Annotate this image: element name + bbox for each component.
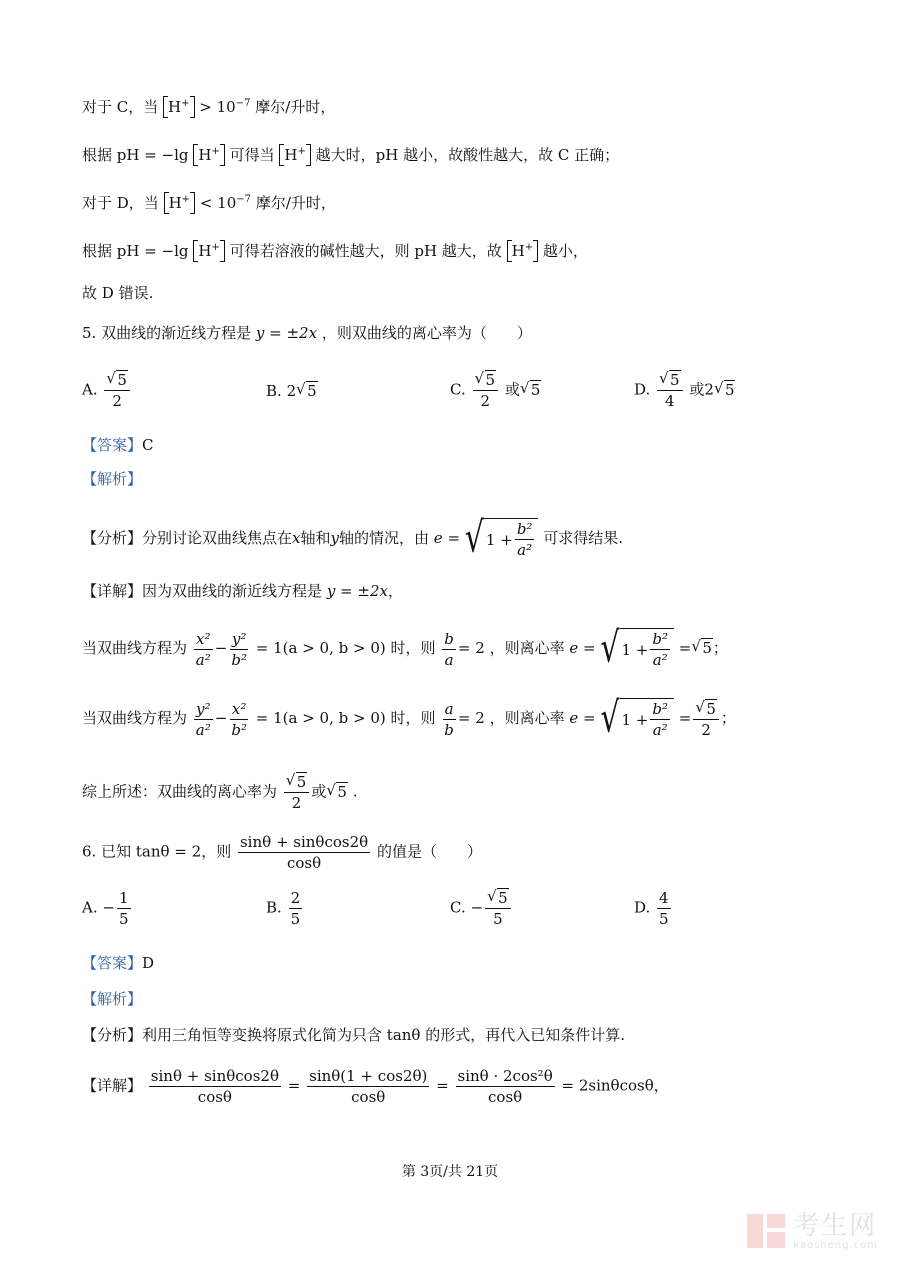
fraction xyxy=(229,699,249,740)
denominator: 2 xyxy=(291,794,302,812)
denominator: b xyxy=(444,720,454,739)
q6-option-c[interactable] xyxy=(450,888,513,929)
numerator: x² xyxy=(231,699,247,718)
punct: . xyxy=(352,782,358,801)
question-5-stem xyxy=(82,322,532,344)
fraction xyxy=(194,629,213,670)
or-text: 或 xyxy=(689,380,705,399)
e-symbol: e = xyxy=(433,529,461,547)
fraction xyxy=(307,1066,429,1107)
option-label: A. xyxy=(82,380,98,399)
text: 对于 C，当 xyxy=(82,98,159,116)
inequality: > 10 xyxy=(199,98,236,116)
one-plus: 1 + xyxy=(485,530,513,549)
watermark xyxy=(745,1210,878,1252)
page-footer: 第 3页/共 21页 xyxy=(401,1164,499,1180)
denominator: cosθ xyxy=(286,854,322,872)
text: ，则离心率 xyxy=(489,639,565,657)
q5-option-d[interactable] xyxy=(634,370,735,411)
denominator: a² xyxy=(652,651,668,669)
given-condition: tanθ = 2 xyxy=(135,842,202,861)
text: 摩尔/升时， xyxy=(255,98,336,116)
radicand: 5 xyxy=(117,371,127,389)
numerator: b² xyxy=(652,630,669,648)
text: 利用三角恒等变换将原式化简为只含 tanθ 的形式，再代入已知条件计算. xyxy=(142,1026,625,1044)
answer-tag: 【答案】 xyxy=(82,954,143,972)
text: 对于 D，当 xyxy=(82,194,159,212)
fraction xyxy=(238,832,370,873)
denominator: 5 xyxy=(659,910,669,928)
option-label: D. xyxy=(634,898,651,917)
q5-analysis-tag: 【解析】 xyxy=(82,470,143,488)
text: 时，则 xyxy=(390,709,436,727)
h-symbol: H xyxy=(284,146,298,164)
radicand: 5 xyxy=(670,371,680,389)
fraction xyxy=(194,699,213,740)
h-ion-bracket: H+ xyxy=(193,145,224,165)
text: 摩尔/升时， xyxy=(255,194,336,212)
option-label: C. xyxy=(450,380,466,399)
fraction xyxy=(456,1066,555,1107)
fraction xyxy=(693,699,719,740)
fraction xyxy=(650,629,670,670)
numerator: x² xyxy=(196,629,211,648)
text: 根据 pH = −lg xyxy=(82,146,189,164)
watermark-name: 考生网 xyxy=(793,1210,878,1241)
denominator: 5 xyxy=(493,910,503,928)
kaosheng-logo-icon xyxy=(745,1210,787,1252)
numerator: sinθ(1 + cos2θ) xyxy=(309,1067,428,1085)
eccentricity-formula: √ 1 + $\frac{\text{b²}}{\text{a²}}$ xyxy=(465,518,539,560)
h-symbol: H xyxy=(198,242,212,260)
numerator: y² xyxy=(231,629,247,648)
text: 综上所述：双曲线的离心率为 xyxy=(82,782,278,801)
h-ion-bracket: H+ xyxy=(193,241,224,261)
denominator: 2 xyxy=(112,392,122,410)
text: 因为双曲线的渐近线方程是 xyxy=(142,582,323,600)
result: = 2sinθcosθ xyxy=(561,1076,654,1095)
numerator: 2 xyxy=(290,889,301,907)
xiangjie-tag: 【详解】 xyxy=(82,582,143,600)
text: 可求得结果. xyxy=(543,529,623,547)
denominator: a² xyxy=(652,721,668,739)
fraction xyxy=(289,888,303,929)
q5-xiangjie xyxy=(82,580,403,602)
text: 可得当 xyxy=(229,146,275,164)
exponent: −7 xyxy=(236,194,252,205)
sign: − xyxy=(102,898,115,917)
line-c-condition xyxy=(82,96,335,118)
option-label: C. xyxy=(450,898,466,917)
line-d-result xyxy=(82,240,588,262)
numerator: 4 xyxy=(659,889,669,907)
text: 轴的情况，由 xyxy=(339,529,430,547)
fraction xyxy=(515,519,535,560)
ratio-value: = 2 xyxy=(457,639,485,657)
eccentricity-formula: √ 1 + $\frac{\text{b²}}{\text{a²}}$ xyxy=(600,628,674,670)
q5-summary xyxy=(82,772,357,813)
q6-option-a[interactable] xyxy=(82,888,133,929)
radicand: 5 xyxy=(337,782,347,801)
fraction xyxy=(473,370,499,411)
eccentricity-formula: √ 1 + $\frac{\text{b²}}{\text{a²}}$ xyxy=(600,698,674,740)
q6-xiangjie xyxy=(82,1066,669,1107)
q5-fenxi xyxy=(82,513,623,563)
coefficient: 2 xyxy=(286,382,297,400)
fraction xyxy=(104,370,130,411)
q5-answer xyxy=(82,434,154,456)
denominator: a² xyxy=(195,720,211,739)
text: ，则离心率 xyxy=(489,709,565,727)
h-symbol: H xyxy=(198,146,212,164)
q6-option-d[interactable] xyxy=(634,888,673,929)
fraction xyxy=(149,1066,281,1107)
equation-rhs: = 1(a > 0, b > 0) xyxy=(255,709,386,727)
h-ion-bracket: H+ xyxy=(163,97,194,117)
text: 当双曲线方程为 xyxy=(82,639,188,657)
numerator: sinθ + sinθcos2θ xyxy=(239,833,369,851)
e-symbol: e = xyxy=(569,639,596,657)
h-ion-bracket: H+ xyxy=(279,145,310,165)
line-c-result xyxy=(82,144,619,166)
denominator: b² xyxy=(231,650,247,669)
denominator: cosθ xyxy=(351,1088,386,1106)
asymptote-equation: y = ±2x xyxy=(255,324,318,342)
text: ，则双曲线的离心率为（ ） xyxy=(321,324,532,342)
equals: = xyxy=(678,639,692,657)
asymptote-equation: y = ±2x xyxy=(326,582,388,600)
or-text: 或 xyxy=(504,380,520,399)
denominator: 4 xyxy=(665,392,675,410)
text: 轴和 xyxy=(300,529,331,547)
fenxi-tag: 【分析】 xyxy=(82,1026,143,1044)
minus: − xyxy=(214,709,228,727)
fraction xyxy=(485,888,511,929)
h-ion-bracket: H+ xyxy=(164,193,195,213)
denominator: cosθ xyxy=(197,1088,232,1106)
denominator: 2 xyxy=(480,392,491,410)
text: 越小， xyxy=(542,242,588,260)
denominator: 5 xyxy=(118,910,129,928)
radicand: 5 xyxy=(530,380,541,399)
denominator: a² xyxy=(517,541,533,559)
line-d-conclusion: 故 D 错误. xyxy=(82,284,154,302)
numerator: sinθ · 2cos²θ xyxy=(457,1067,553,1085)
fraction xyxy=(442,629,456,670)
text: 的值是（ ） xyxy=(376,842,482,861)
h-symbol: H xyxy=(168,194,182,212)
q5-option-a[interactable] xyxy=(82,370,132,411)
h-symbol: H xyxy=(511,242,525,260)
fenxi-tag: 【分析】 xyxy=(82,529,143,547)
denominator: cosθ xyxy=(488,1088,523,1106)
q5-option-b[interactable] xyxy=(266,382,318,400)
radicand: 5 xyxy=(296,773,307,791)
radicand: 5 xyxy=(724,380,735,399)
text: ， xyxy=(387,582,403,600)
question-6-stem xyxy=(82,832,482,873)
watermark-domain: kaosheng.com xyxy=(793,1239,878,1251)
numerator: a xyxy=(444,699,454,718)
fraction xyxy=(284,772,310,813)
denominator: a xyxy=(444,650,454,669)
or-text: 或 xyxy=(311,782,327,801)
sign: − xyxy=(470,898,484,917)
option-label: B. xyxy=(266,382,282,400)
equation-rhs: = 1(a > 0, b > 0) xyxy=(255,639,386,657)
answer-tag: 【答案】 xyxy=(82,436,143,454)
q5-case-1 xyxy=(82,623,728,673)
text: 时，则 xyxy=(390,639,436,657)
fraction xyxy=(657,370,683,411)
minus: − xyxy=(214,639,228,657)
one-plus: 1 + xyxy=(621,710,649,729)
h-ion-bracket: H+ xyxy=(507,241,538,261)
fraction xyxy=(650,699,670,740)
coefficient: 2 xyxy=(704,380,714,399)
punct: ； xyxy=(720,709,736,727)
denominator: a² xyxy=(195,650,211,669)
punct: ， xyxy=(653,1076,669,1095)
numerator: b² xyxy=(516,520,533,538)
q6-option-b[interactable] xyxy=(266,888,304,929)
fraction xyxy=(117,888,131,929)
exponent: −7 xyxy=(235,98,251,109)
q6-answer xyxy=(82,952,154,974)
text: 可得若溶液的碱性越大，则 pH 越大，故 xyxy=(229,242,502,260)
denominator: 2 xyxy=(701,720,711,739)
text: 6. 已知 xyxy=(82,842,132,861)
q6-fenxi xyxy=(82,1024,625,1046)
e-symbol: e = xyxy=(569,709,596,727)
text: 根据 pH = −lg xyxy=(82,242,189,260)
text: 越大时，pH 越小，故酸性越大，故 C 正确； xyxy=(315,146,620,164)
var-y: y xyxy=(330,529,339,547)
fraction xyxy=(229,629,249,670)
h-symbol: H xyxy=(168,98,182,116)
one-plus: 1 + xyxy=(621,640,649,659)
text: 当双曲线方程为 xyxy=(82,709,188,727)
radicand: 5 xyxy=(307,382,317,400)
numerator: sinθ + sinθcos2θ xyxy=(150,1067,279,1085)
option-label: A. xyxy=(82,898,98,917)
q5-option-c[interactable] xyxy=(450,370,541,411)
answer-value: C xyxy=(142,436,154,454)
line-d-condition xyxy=(82,192,336,214)
denominator: 5 xyxy=(290,910,301,928)
radicand: 5 xyxy=(498,889,508,907)
equals: = xyxy=(436,1076,449,1095)
q6-analysis-tag: 【解析】 xyxy=(82,990,143,1008)
numerator: 1 xyxy=(118,889,129,907)
numerator: b² xyxy=(652,700,669,718)
radicand: 5 xyxy=(702,639,712,657)
answer-value: D xyxy=(142,954,155,972)
radicand: 5 xyxy=(485,371,496,389)
equals: = xyxy=(287,1076,301,1095)
text: 分别讨论双曲线焦点在 xyxy=(142,529,293,547)
option-label: B. xyxy=(266,898,282,917)
radicand: 5 xyxy=(706,699,716,718)
text: 5. 双曲线的渐近线方程是 xyxy=(82,324,252,342)
option-label: D. xyxy=(634,380,651,399)
punct: ； xyxy=(712,639,728,657)
fraction xyxy=(657,888,671,929)
text: ，则 xyxy=(201,842,232,861)
numerator: b xyxy=(444,629,454,648)
fraction xyxy=(442,699,456,740)
ratio-value: = 2 xyxy=(457,709,485,727)
q5-case-2 xyxy=(82,693,736,743)
numerator: y² xyxy=(196,699,211,718)
xiangjie-tag: 【详解】 xyxy=(82,1076,143,1095)
inequality: < 10 xyxy=(199,194,237,212)
equals: = xyxy=(678,709,692,727)
denominator: b² xyxy=(231,720,247,739)
var-x: x xyxy=(292,529,301,547)
